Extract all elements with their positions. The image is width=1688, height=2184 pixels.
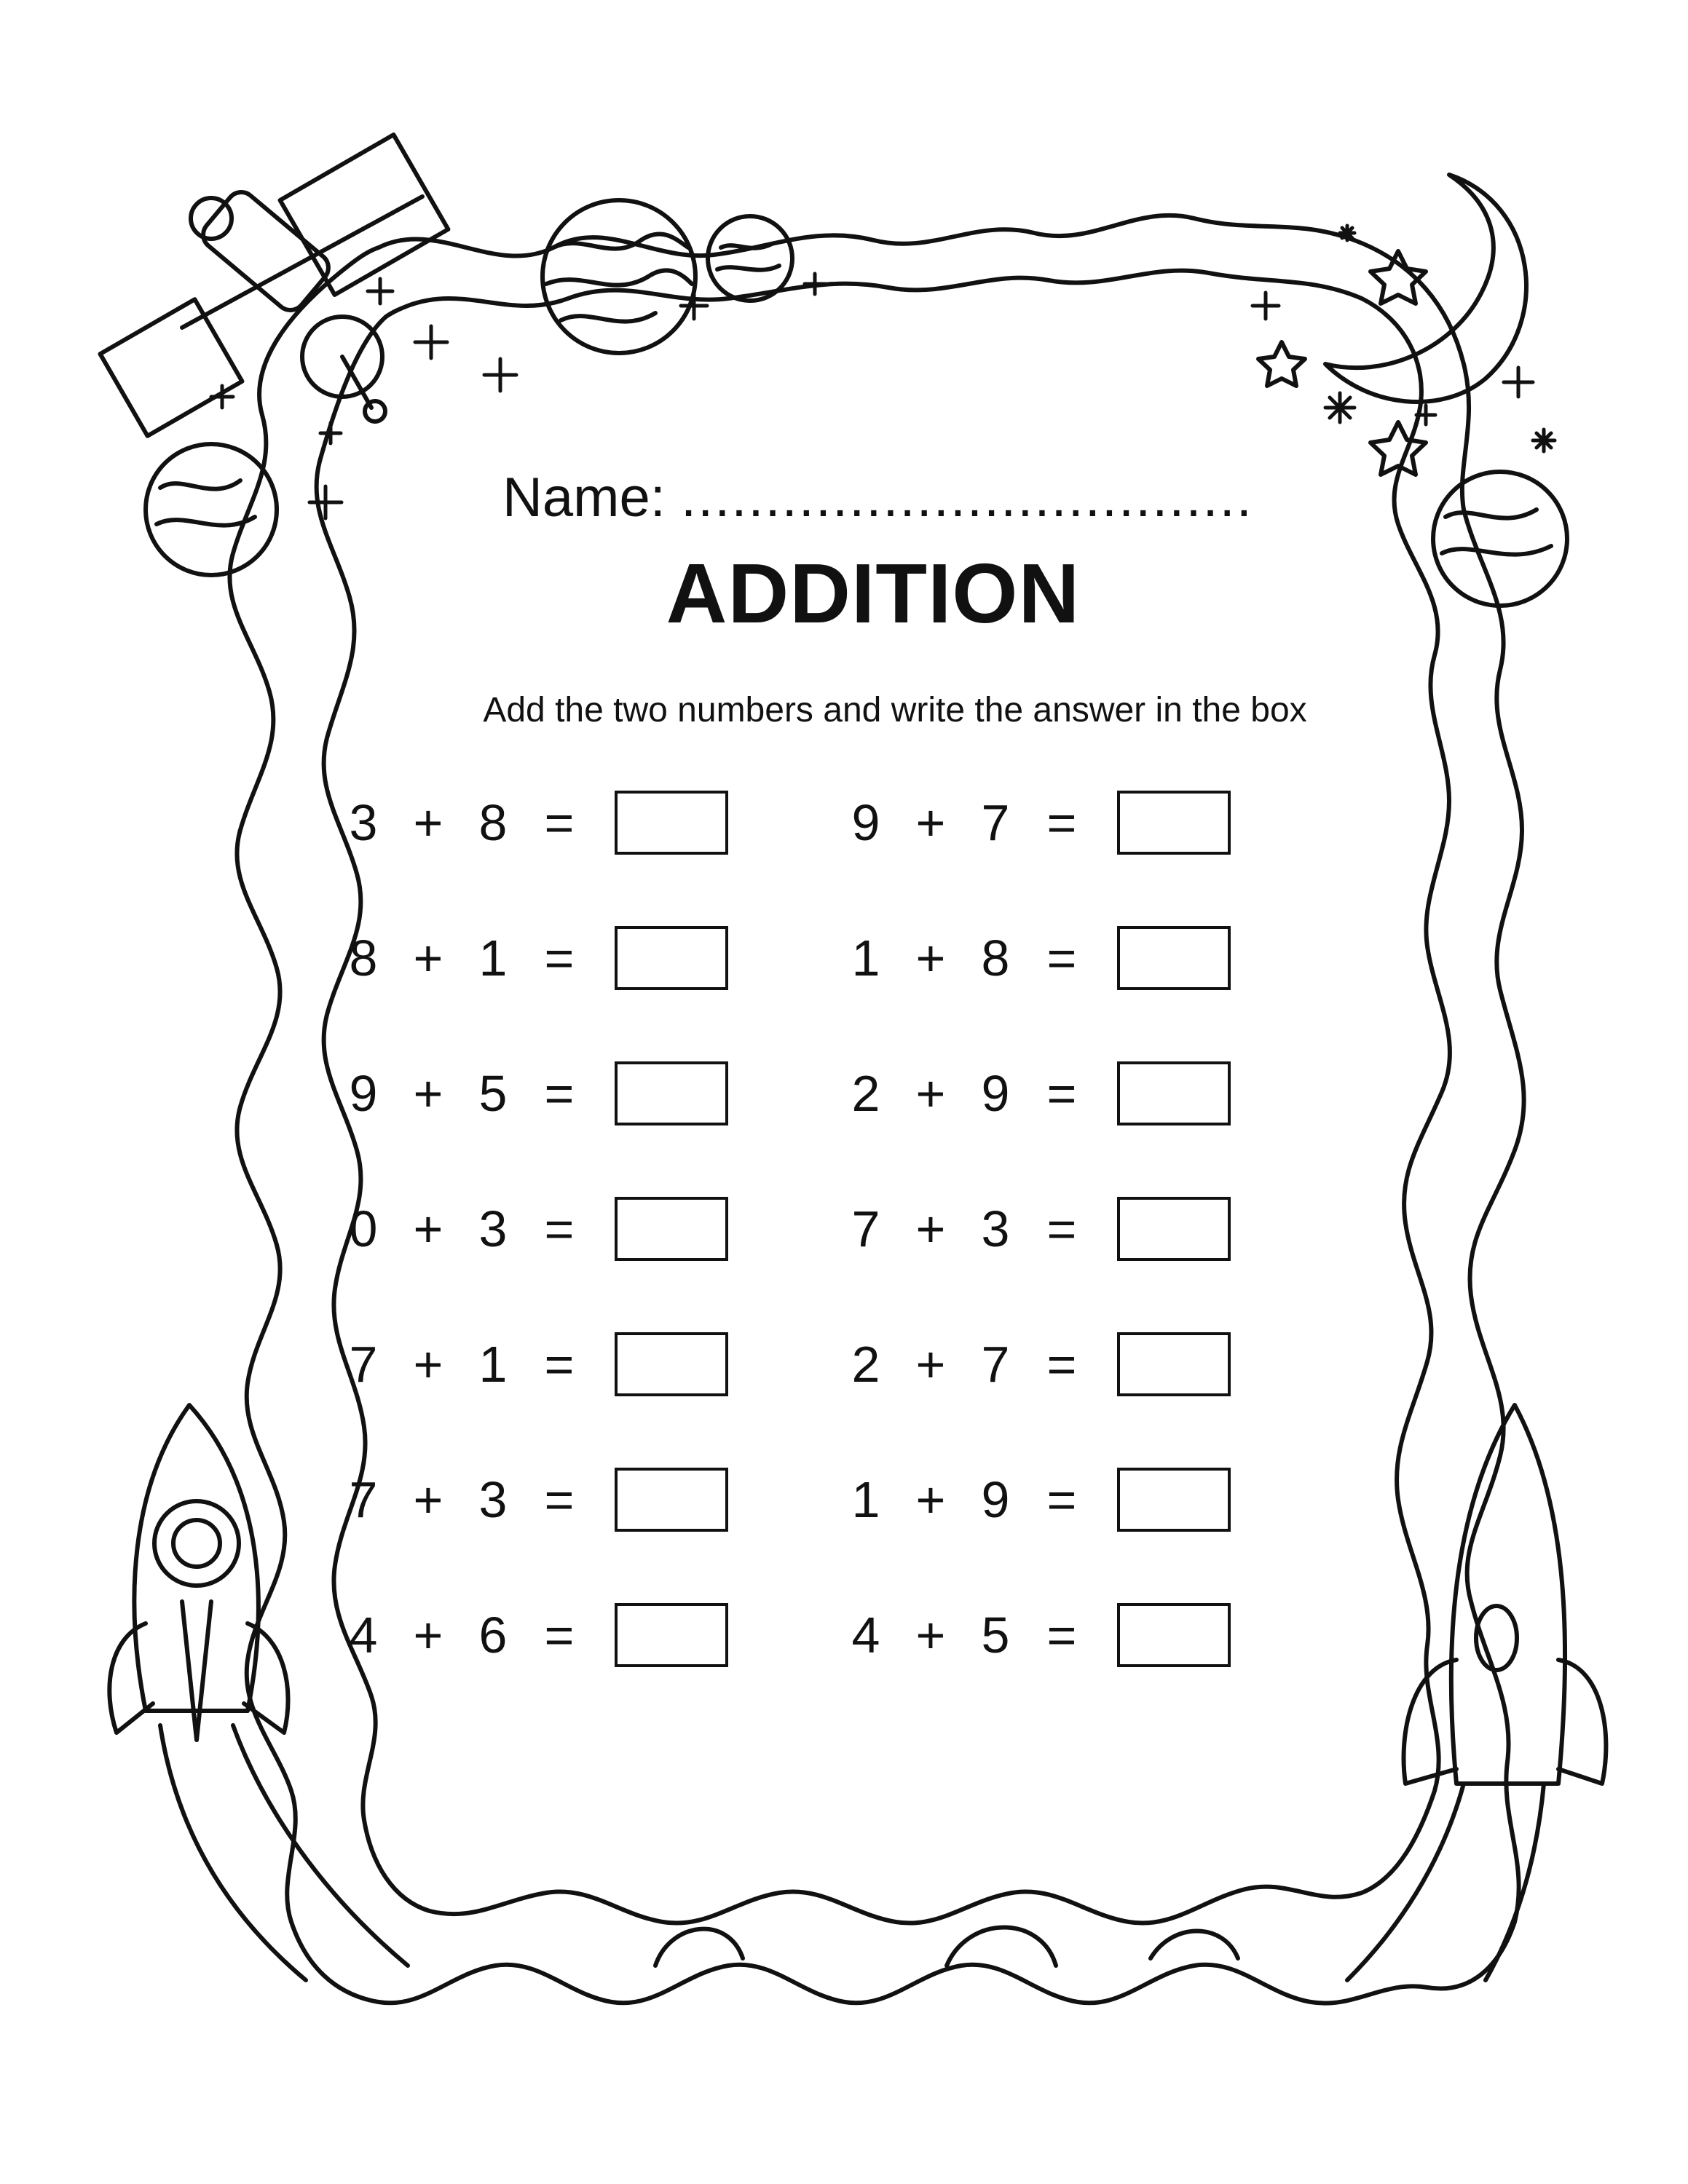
- plus-sign: +: [413, 1065, 443, 1122]
- addend-a: 1: [851, 930, 880, 986]
- plus-sign: +: [915, 1200, 946, 1257]
- plus-sign: +: [413, 1200, 443, 1257]
- problems-grid: [342, 786, 1333, 1734]
- answer-box[interactable]: [1117, 926, 1231, 990]
- addend-b: 7: [981, 1336, 1010, 1393]
- answer-box[interactable]: [615, 1468, 728, 1532]
- plus-sign: +: [915, 794, 946, 851]
- answer-box[interactable]: [615, 1197, 728, 1261]
- name-label: Name:: [502, 467, 666, 529]
- name-dots: ..................................: [680, 467, 1253, 529]
- addend-a: 2: [851, 1065, 880, 1122]
- problem: [845, 1192, 1333, 1265]
- answer-box[interactable]: [1117, 1332, 1231, 1396]
- answer-box[interactable]: [1117, 1197, 1231, 1261]
- cloud-icon: [655, 1928, 1238, 1966]
- equals-sign: =: [544, 1065, 575, 1122]
- addend-a: 7: [349, 1471, 378, 1528]
- problem: [342, 1057, 845, 1130]
- addend-a: 8: [349, 930, 378, 986]
- equals-sign: =: [1046, 1065, 1077, 1122]
- answer-box[interactable]: [615, 926, 728, 990]
- plus-sign: +: [915, 1065, 946, 1122]
- plus-sign: +: [413, 1471, 443, 1528]
- addend-a: 0: [349, 1200, 378, 1257]
- plus-sign: +: [413, 1607, 443, 1663]
- problem: [845, 922, 1333, 994]
- answer-box[interactable]: [615, 1603, 728, 1667]
- addend-b: 3: [478, 1200, 508, 1257]
- addend-a: 4: [349, 1607, 378, 1663]
- addend-b: 6: [478, 1607, 508, 1663]
- addend-b: 3: [981, 1200, 1010, 1257]
- instructions: Add the two numbers and write the answer in the box: [483, 691, 1307, 729]
- equals-sign: =: [544, 930, 575, 986]
- answer-box[interactable]: [1117, 1061, 1231, 1125]
- problem: [342, 1463, 845, 1536]
- plus-sign: +: [413, 1336, 443, 1393]
- plus-sign: +: [915, 1471, 946, 1528]
- equals-sign: =: [1046, 1336, 1077, 1393]
- planet-icon: [543, 200, 695, 353]
- plus-sign: +: [413, 794, 443, 851]
- problem: [342, 1328, 845, 1401]
- addend-a: 9: [349, 1065, 378, 1122]
- equals-sign: =: [1046, 930, 1077, 986]
- plus-sign: +: [915, 1607, 946, 1663]
- problem: [342, 922, 845, 994]
- addend-b: 3: [478, 1471, 508, 1528]
- addend-b: 8: [478, 794, 508, 851]
- addend-a: 7: [851, 1200, 880, 1257]
- addend-b: 7: [981, 794, 1010, 851]
- problem: [845, 1328, 1333, 1401]
- equals-sign: =: [544, 1471, 575, 1528]
- addend-b: 1: [478, 930, 508, 986]
- addend-a: 1: [851, 1471, 880, 1528]
- problem: [342, 786, 845, 859]
- answer-box[interactable]: [615, 1332, 728, 1396]
- equals-sign: =: [544, 1607, 575, 1663]
- star-icon: [1258, 251, 1426, 475]
- equals-sign: =: [544, 1336, 575, 1393]
- equals-sign: =: [1046, 794, 1077, 851]
- addend-b: 5: [981, 1607, 1010, 1663]
- plus-sign: +: [915, 930, 946, 986]
- planet-icon: [708, 216, 792, 301]
- addend-a: 4: [851, 1607, 880, 1663]
- problem: [845, 1599, 1333, 1671]
- equals-sign: =: [544, 1200, 575, 1257]
- plus-sign: +: [915, 1336, 946, 1393]
- rocket-icon: [1347, 1405, 1606, 1980]
- addend-a: 3: [349, 794, 378, 851]
- answer-box[interactable]: [1117, 1603, 1231, 1667]
- addend-b: 8: [981, 930, 1010, 986]
- plus-sign: +: [413, 930, 443, 986]
- answer-box[interactable]: [615, 791, 728, 855]
- equals-sign: =: [1046, 1200, 1077, 1257]
- addend-b: 5: [478, 1065, 508, 1122]
- equals-sign: =: [544, 794, 575, 851]
- addend-b: 9: [981, 1065, 1010, 1122]
- addend-b: 9: [981, 1471, 1010, 1528]
- problem: [845, 1057, 1333, 1130]
- problem: [845, 1463, 1333, 1536]
- satellite-icon: [100, 135, 449, 436]
- addend-a: 9: [851, 794, 880, 851]
- answer-box[interactable]: [1117, 791, 1231, 855]
- equals-sign: =: [1046, 1607, 1077, 1663]
- addend-a: 7: [349, 1336, 378, 1393]
- worksheet-title: ADDITION: [666, 546, 1081, 641]
- addend-b: 1: [478, 1336, 508, 1393]
- answer-box[interactable]: [615, 1061, 728, 1125]
- name-field[interactable]: [502, 466, 1253, 546]
- answer-box[interactable]: [1117, 1468, 1231, 1532]
- problem: [845, 786, 1333, 859]
- problem: [342, 1192, 845, 1265]
- addend-a: 2: [851, 1336, 880, 1393]
- equals-sign: =: [1046, 1471, 1077, 1528]
- problem: [342, 1599, 845, 1671]
